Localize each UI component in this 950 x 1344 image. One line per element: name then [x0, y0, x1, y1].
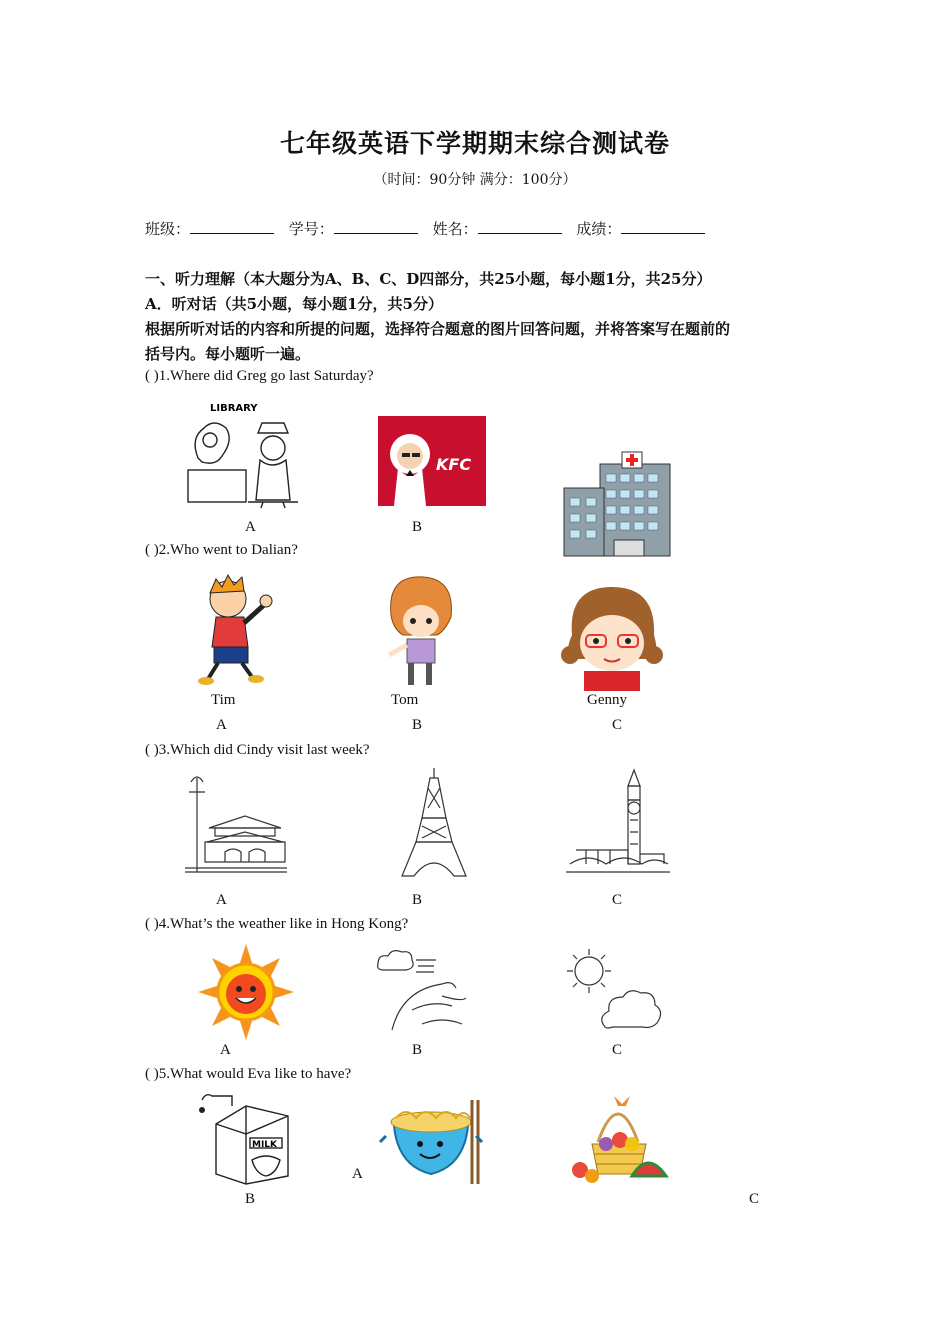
- tiananmen-image: [185, 768, 287, 876]
- library-sign: LIBRARY: [210, 403, 258, 414]
- name-blank[interactable]: [478, 218, 562, 234]
- question-1: ( )1.Where did Greg go last Saturday?: [145, 368, 374, 384]
- page-subtitle: （时间：90分钟 满分：100分）: [373, 172, 577, 188]
- hospital-image: [560, 452, 672, 560]
- number-label: 学号：: [288, 220, 334, 238]
- question-4: ( )4.What’s the weather like in Hong Kong?: [145, 916, 409, 932]
- q2-name-a: Tim: [211, 692, 236, 708]
- q4-label-b: B: [412, 1042, 423, 1058]
- q1-label-a: A: [245, 519, 256, 535]
- q1-label-b: B: [412, 519, 423, 535]
- question-3: ( )3.Which did Cindy visit last week?: [145, 742, 370, 758]
- sunny-icon: [198, 944, 294, 1040]
- tim-image: [198, 575, 278, 685]
- score-label: 成绩：: [576, 220, 622, 238]
- milk-image: [196, 1090, 296, 1186]
- kfc-logo-text: KFC: [436, 455, 472, 474]
- q2-name-b: Tom: [391, 692, 419, 708]
- score-blank[interactable]: [621, 218, 705, 234]
- q2-name-c: Genny: [587, 692, 627, 708]
- student-info-row: [145, 218, 715, 239]
- q5-label-a: A: [352, 1166, 363, 1182]
- name-label: 姓名：: [432, 220, 478, 238]
- question-5: ( )5.What would Eva like to have?: [145, 1066, 352, 1082]
- instruction-line-2: 括号内。每小题听一遍。: [145, 345, 311, 363]
- q3-label-c: C: [612, 892, 623, 908]
- q2-label-a: A: [216, 717, 227, 733]
- library-image: [178, 398, 303, 508]
- q3-label-b: B: [412, 892, 423, 908]
- class-label: 班级：: [145, 220, 191, 238]
- question-2: ( )2.Who went to Dalian?: [145, 542, 298, 558]
- section-heading: 一、听力理解（本大题分为A、B、C、D四部分，共25小题，每小题1分，共25分）: [145, 270, 712, 288]
- noodles-image: [380, 1096, 482, 1184]
- genny-image: [562, 585, 662, 693]
- q2-label-b: B: [412, 717, 423, 733]
- page-title: 七年级英语下学期期末综合测试卷: [279, 129, 670, 158]
- q5-label-b: B: [245, 1191, 256, 1207]
- q5-label-c: C: [749, 1191, 760, 1207]
- instruction-line-1: 根据所听对话的内容和所提的问题，选择符合题意的图片回答问题，并将答案写在题前的: [145, 320, 731, 338]
- number-blank[interactable]: [334, 218, 418, 234]
- q4-label-a: A: [220, 1042, 231, 1058]
- part-a-heading: A．听对话（共5小题，每小题1分，共5分）: [145, 295, 443, 313]
- q2-label-c: C: [612, 717, 623, 733]
- milk-label: MILK: [252, 1140, 278, 1150]
- big-ben-image: [566, 770, 670, 880]
- fruit-basket-image: [570, 1092, 668, 1184]
- kfc-image: [378, 416, 486, 506]
- tom-image: [383, 575, 455, 690]
- class-blank[interactable]: [190, 218, 274, 234]
- windy-icon: [372, 950, 476, 1040]
- eiffel-tower-image: [398, 768, 470, 880]
- q3-label-a: A: [216, 892, 227, 908]
- sunny-cloudy-icon: [565, 945, 665, 1037]
- q4-label-c: C: [612, 1042, 623, 1058]
